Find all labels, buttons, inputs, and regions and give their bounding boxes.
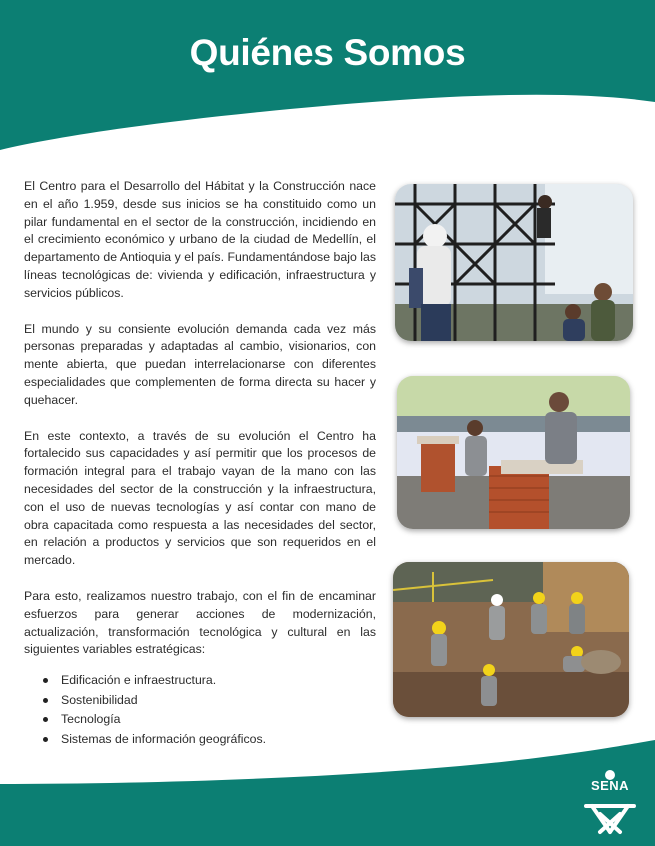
sena-logo xyxy=(578,770,642,836)
strategic-variables-list xyxy=(24,671,376,749)
photo-tower-climbing xyxy=(395,184,633,341)
list-item: Sostenibilidad xyxy=(24,691,376,711)
footer-band xyxy=(0,740,655,846)
logo-text: SENA xyxy=(590,778,630,793)
list-item: Tecnología xyxy=(24,710,376,730)
list-item: Edificación e infraestructura. xyxy=(24,671,376,691)
photo-excavation-site xyxy=(393,562,629,717)
page-title: Quiénes Somos xyxy=(189,32,466,73)
paragraph-history: El Centro para el Desarrollo del Hábitat y la Construcción nace en el año 1.959, desde sus inicios se ha constituido como un pilar fundamental en el sector de la construcción, incidiendo en el crecimiento económico y urbano de la ciudad de Medellín, el departamento de Antioquia y el país. Fundamentándose bajo las líneas tecnológicas de: vivienda y edificación, infraestructura y servicios públicos. xyxy=(24,179,376,300)
list-item: Sistemas de información geográficos. xyxy=(24,730,376,750)
bullet-icon xyxy=(43,678,48,683)
header-band xyxy=(0,0,655,160)
bullet-icon xyxy=(43,717,48,722)
main-content xyxy=(24,178,376,750)
paragraph-evolution: El mundo y su consiente evolución demanda cada vez más personas preparadas y adaptadas al cambio, visionarios, con mente abierta, que puedan interrelacionarse con diferentes especialidades que complementen de forma directa su hacer y quehacer. xyxy=(24,321,376,407)
paragraph-strategy: Para esto, realizamos nuestro trabajo, con el fin de encaminar esfuerzos para generar acciones de modernización, actualización, transformación tecnológica y cultural en las siguientes variables estratégicas: xyxy=(24,588,376,657)
paragraph-context: En este contexto, a través de su evolución el Centro ha fortalecido sus capacidades y así permitir que los procesos de formación integral para el trabajo vayan de la mano con las necesidades del sector de la construcción y la infraestructura, con el uso de nuevas tecnologías y así contar con mano de obra capacitada como respuesta a las necesidades del sector, en relación a productos y servicios que son requeridos en el mercado. xyxy=(24,428,376,568)
photo-brick-laying xyxy=(397,376,630,529)
bullet-icon xyxy=(43,698,48,703)
